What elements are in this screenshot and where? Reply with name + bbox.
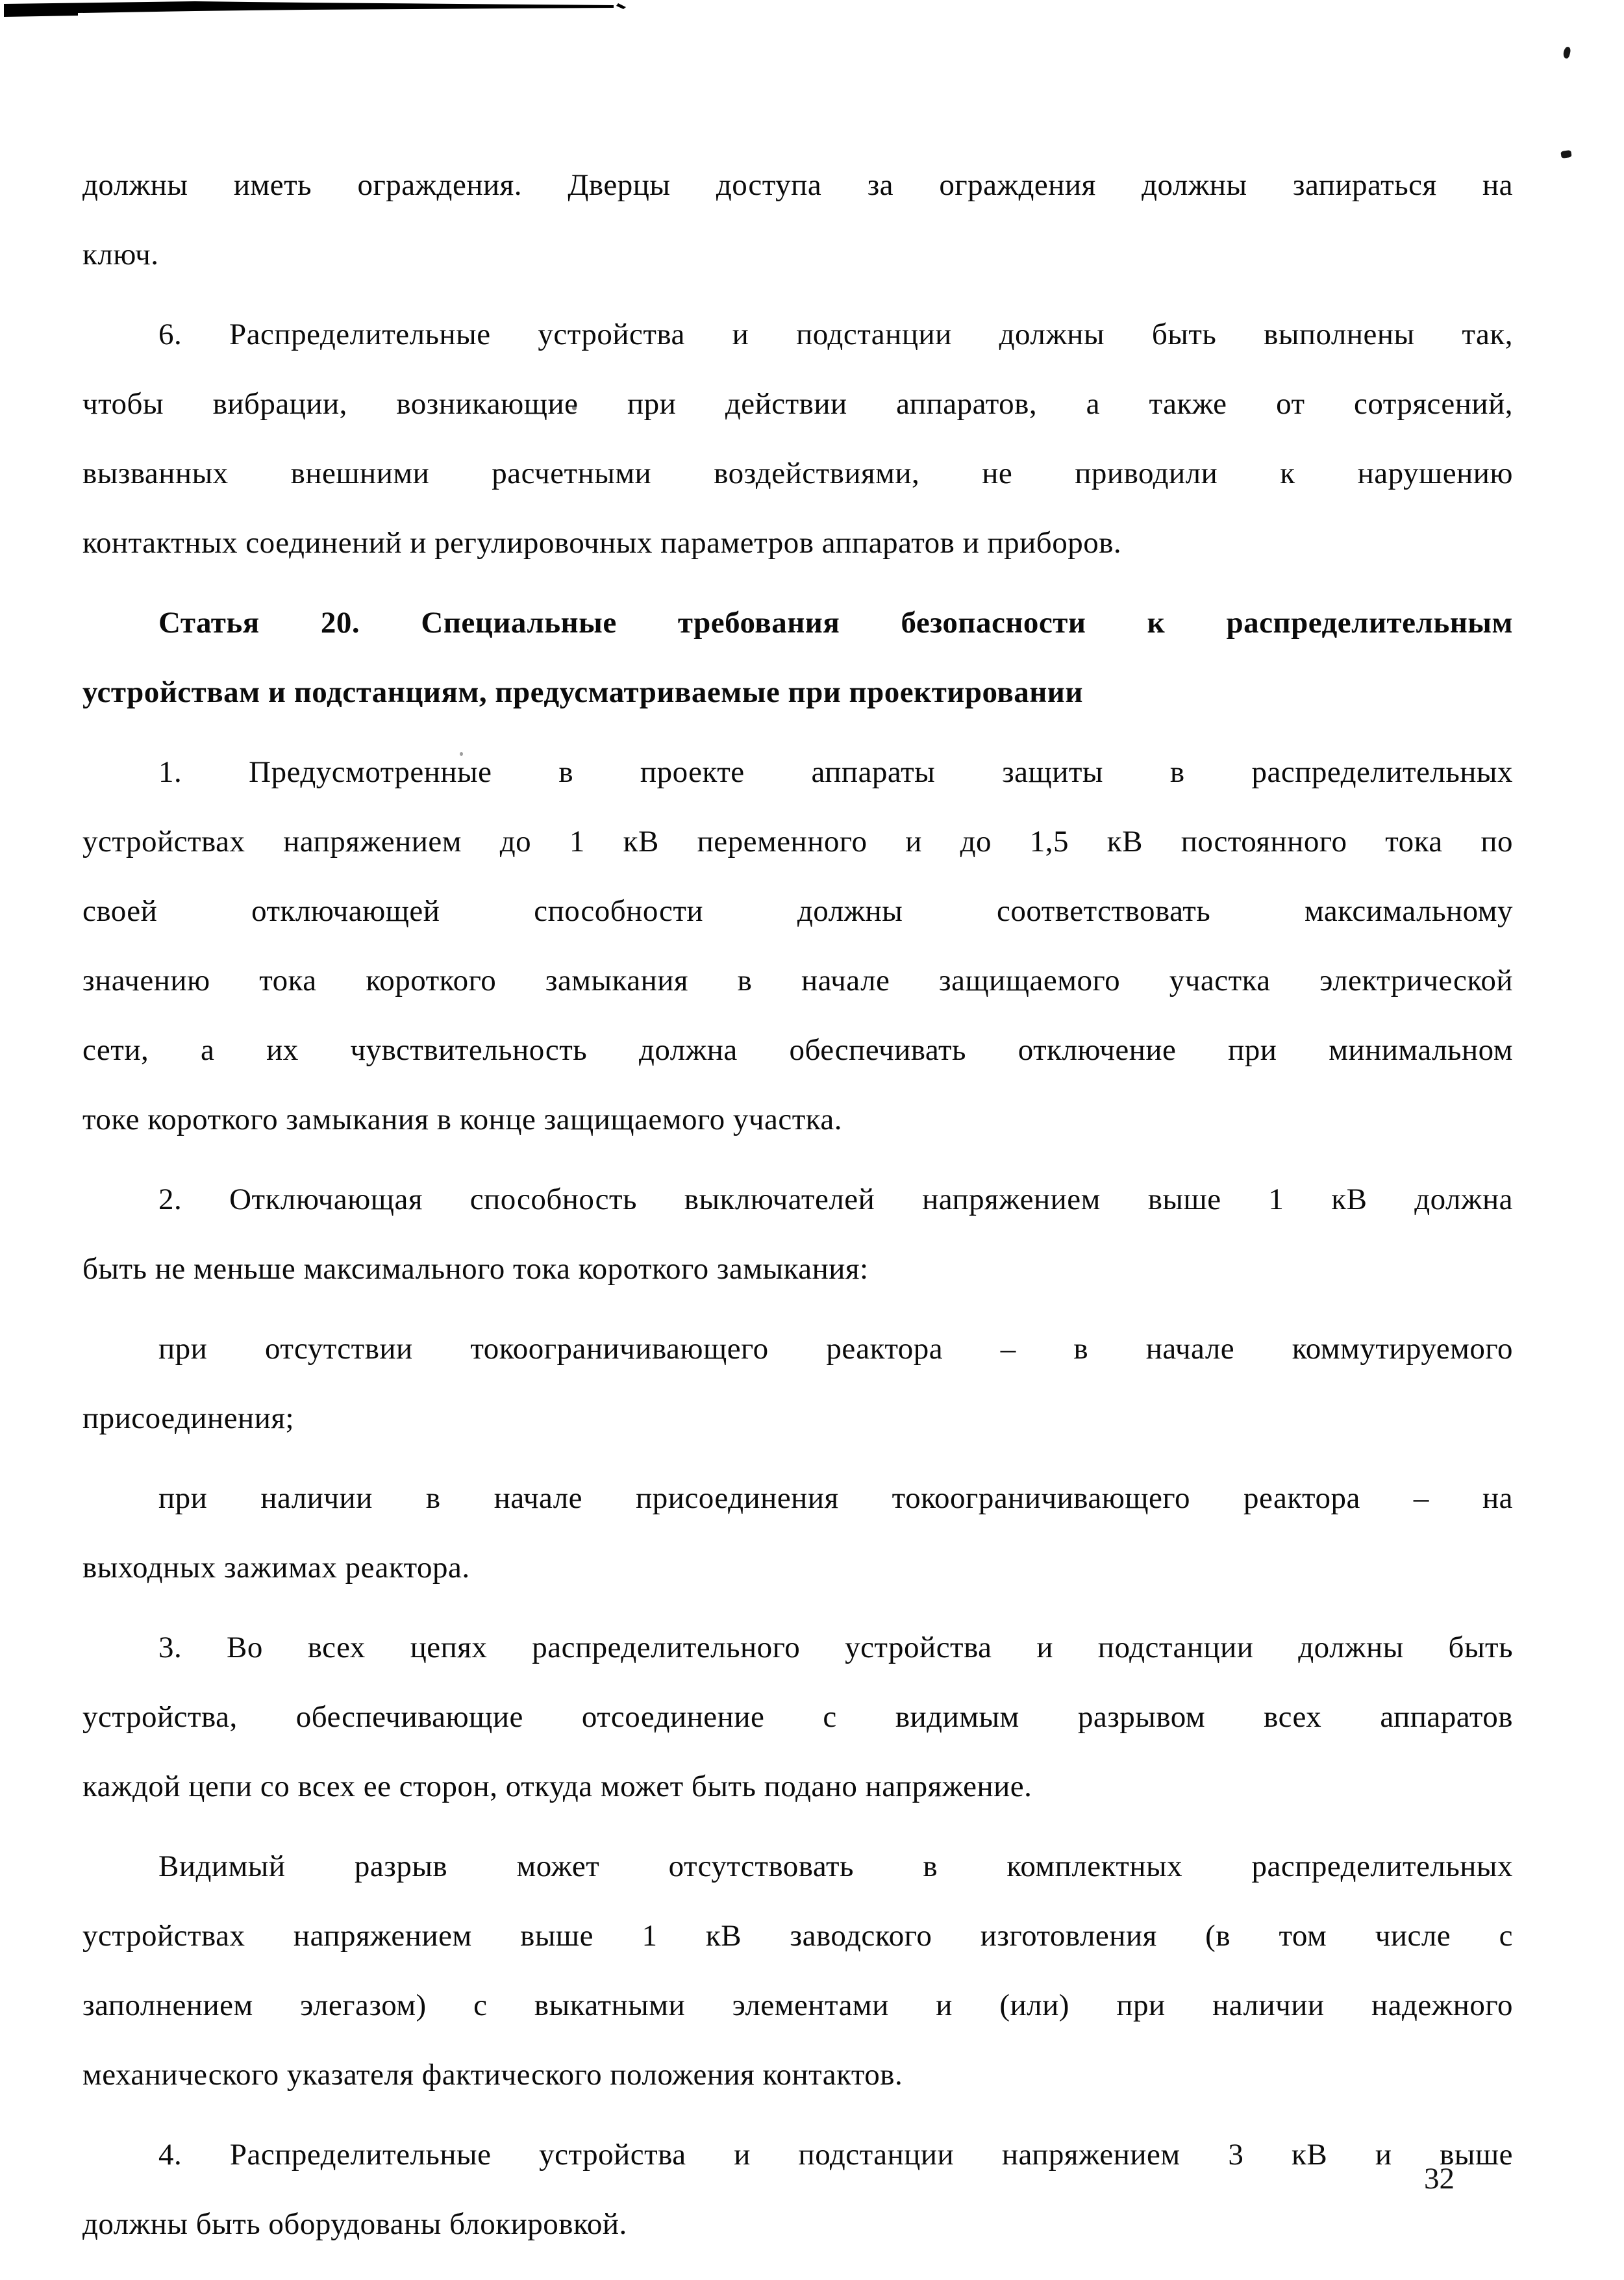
text-line: Видимый разрыв может отсутствовать в комплектных распределительных: [158, 1849, 1513, 1883]
text-line: устройствах напряжением до 1 кВ переменного и до 1,5 кВ постоянного тока по: [82, 825, 1513, 858]
heading-line: устройствам и подстанциям, предусматриваемые при проектировании: [82, 675, 1083, 709]
text-line: вызванных внешними расчетными воздействиями, не приводили к нарушению: [82, 457, 1513, 490]
text-line: 4. Распределительные устройства и подстанции напряжением 3 кВ и выше: [158, 2138, 1513, 2172]
text-line: механического указателя фактического положения контактов.: [82, 2058, 903, 2092]
scan-artifact-bar: [0, 0, 649, 30]
scan-speck: [1562, 46, 1571, 59]
text-line: устройствах напряжением выше 1 кВ заводского изготовления (в том числе с: [82, 1919, 1513, 1953]
text-line: сети, а их чувствительность должна обеспечивать отключение при минимальном: [82, 1033, 1513, 1067]
text-line: токе короткого замыкания в конце защищаемого участка.: [82, 1103, 842, 1136]
heading-line: Статья 20. Специальные требования безопасности к распределительным: [158, 606, 1513, 640]
text-line: должны иметь ограждения. Дверцы доступа за ограждения должны запираться на: [82, 168, 1513, 202]
text-line: каждой цепи со всех ее сторон, откуда может быть подано напряжение.: [82, 1770, 1032, 1803]
text-line: 3. Во всех цепях распределительного устройства и подстанции должны быть: [158, 1631, 1513, 1664]
text-line: при наличии в начале присоединения токоограничивающего реактора – на: [158, 1481, 1513, 1515]
text-line: контактных соединений и регулировочных параметров аппаратов и приборов.: [82, 526, 1122, 560]
text-line: ключ.: [82, 238, 159, 271]
text-line: своей отключающей способности должны соответствовать максимальному: [82, 894, 1513, 928]
document-text-block: [82, 151, 1513, 2270]
text-line: чтобы вибрации, возникающие при действии аппаратов, а также от сотрясений,: [82, 387, 1513, 421]
text-line: быть не меньше максимального тока короткого замыкания:: [82, 1252, 869, 1286]
text-line: устройства, обеспечивающие отсоединение с видимым разрывом всех аппаратов: [82, 1700, 1513, 1734]
text-line: присоединения;: [82, 1401, 295, 1435]
text-line: выходных зажимах реактора.: [82, 1551, 470, 1585]
text-line: 1. Предусмотренные в проекте аппараты защиты в распределительных: [158, 755, 1513, 789]
text-line: должны быть оборудованы блокировкой.: [82, 2207, 627, 2241]
text-line: 6. Распределительные устройства и подстанции должны быть выполнены так,: [158, 318, 1513, 351]
text-line: значению тока короткого замыкания в начале защищаемого участка электрической: [82, 964, 1513, 997]
text-line: 2. Отключающая способность выключателей напряжением выше 1 кВ должна: [158, 1183, 1513, 1216]
text-line: при отсутствии токоограничивающего реактора – в начале коммутируемого: [158, 1332, 1513, 1366]
text-line: заполнением элегазом) с выкатными элементами и (или) при наличии надежного: [82, 1988, 1513, 2022]
scan-speck: [1560, 150, 1571, 158]
page-number: 32: [1424, 2162, 1455, 2196]
